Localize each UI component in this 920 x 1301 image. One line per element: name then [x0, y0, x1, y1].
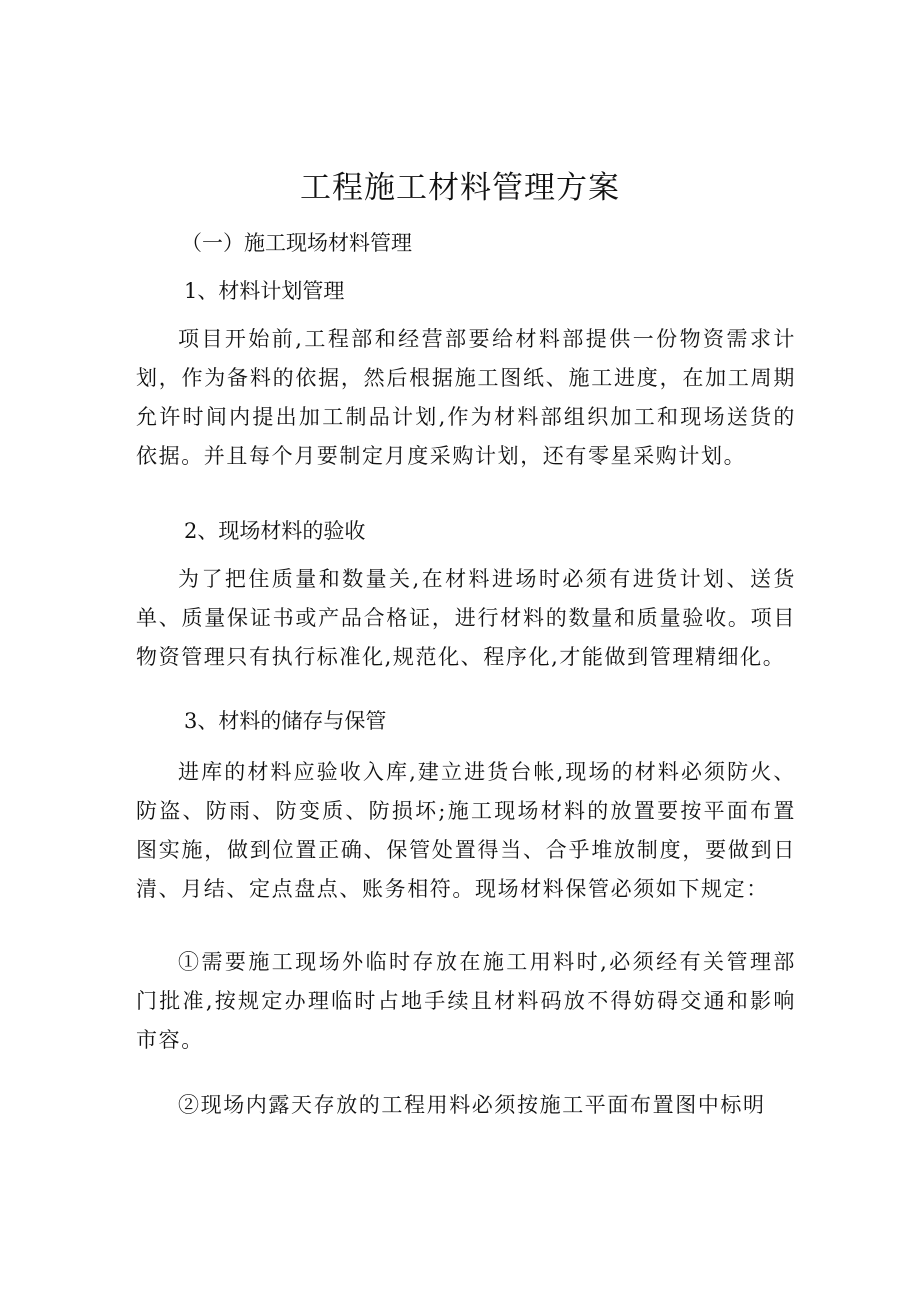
- document-title: 工程施工材料管理方案: [300, 170, 620, 206]
- rule-item-2: ②现场内露天存放的工程用料必须按施工平面布置图中标明: [178, 1093, 766, 1117]
- rule-item-1: ①需要施工现场外临时存放在施工用料时,必须经有关管理部门批准,按规定办理临时占地手续且材料码放不得妨碍交通和影响市容。: [136, 950, 796, 1052]
- paragraph-material-plan: 项目开始前,工程部和经营部要给材料部提供一份物资需求计划，作为备料的依据，然后根据施工图纸、施工进度，在加工周期允许时间内提出加工制品计划,作为材料部组织加工和现场送货的依据。并且每个月要制定月度采购计划，还有零星采购计划。: [136, 327, 796, 468]
- subheading-material-storage: 3、材料的储存与保管: [184, 709, 387, 733]
- subheading-material-acceptance: 2、现场材料的验收: [184, 519, 366, 543]
- subheading-material-plan: 1、材料计划管理: [184, 279, 345, 303]
- paragraph-material-acceptance: 为了把住质量和数量关,在材料进场时必须有进货计划、送货单、质量保证书或产品合格证，进行材料的数量和质量验收。项目物资管理只有执行标准化,规范化、程序化,才能做到管理精细化。: [136, 567, 796, 669]
- section-heading: （一）施工现场材料管理: [181, 231, 412, 255]
- paragraph-material-storage: 进库的材料应验收入库,建立进货台帐,现场的材料必须防火、防盗、防雨、防变质、防损坏;施工现场材料的放置要按平面布置图实施，做到位置正确、保管处置得当、合乎堆放制度，要做到日清、月结、定点盘点、账务相符。现场材料保管必须如下规定：: [136, 760, 796, 901]
